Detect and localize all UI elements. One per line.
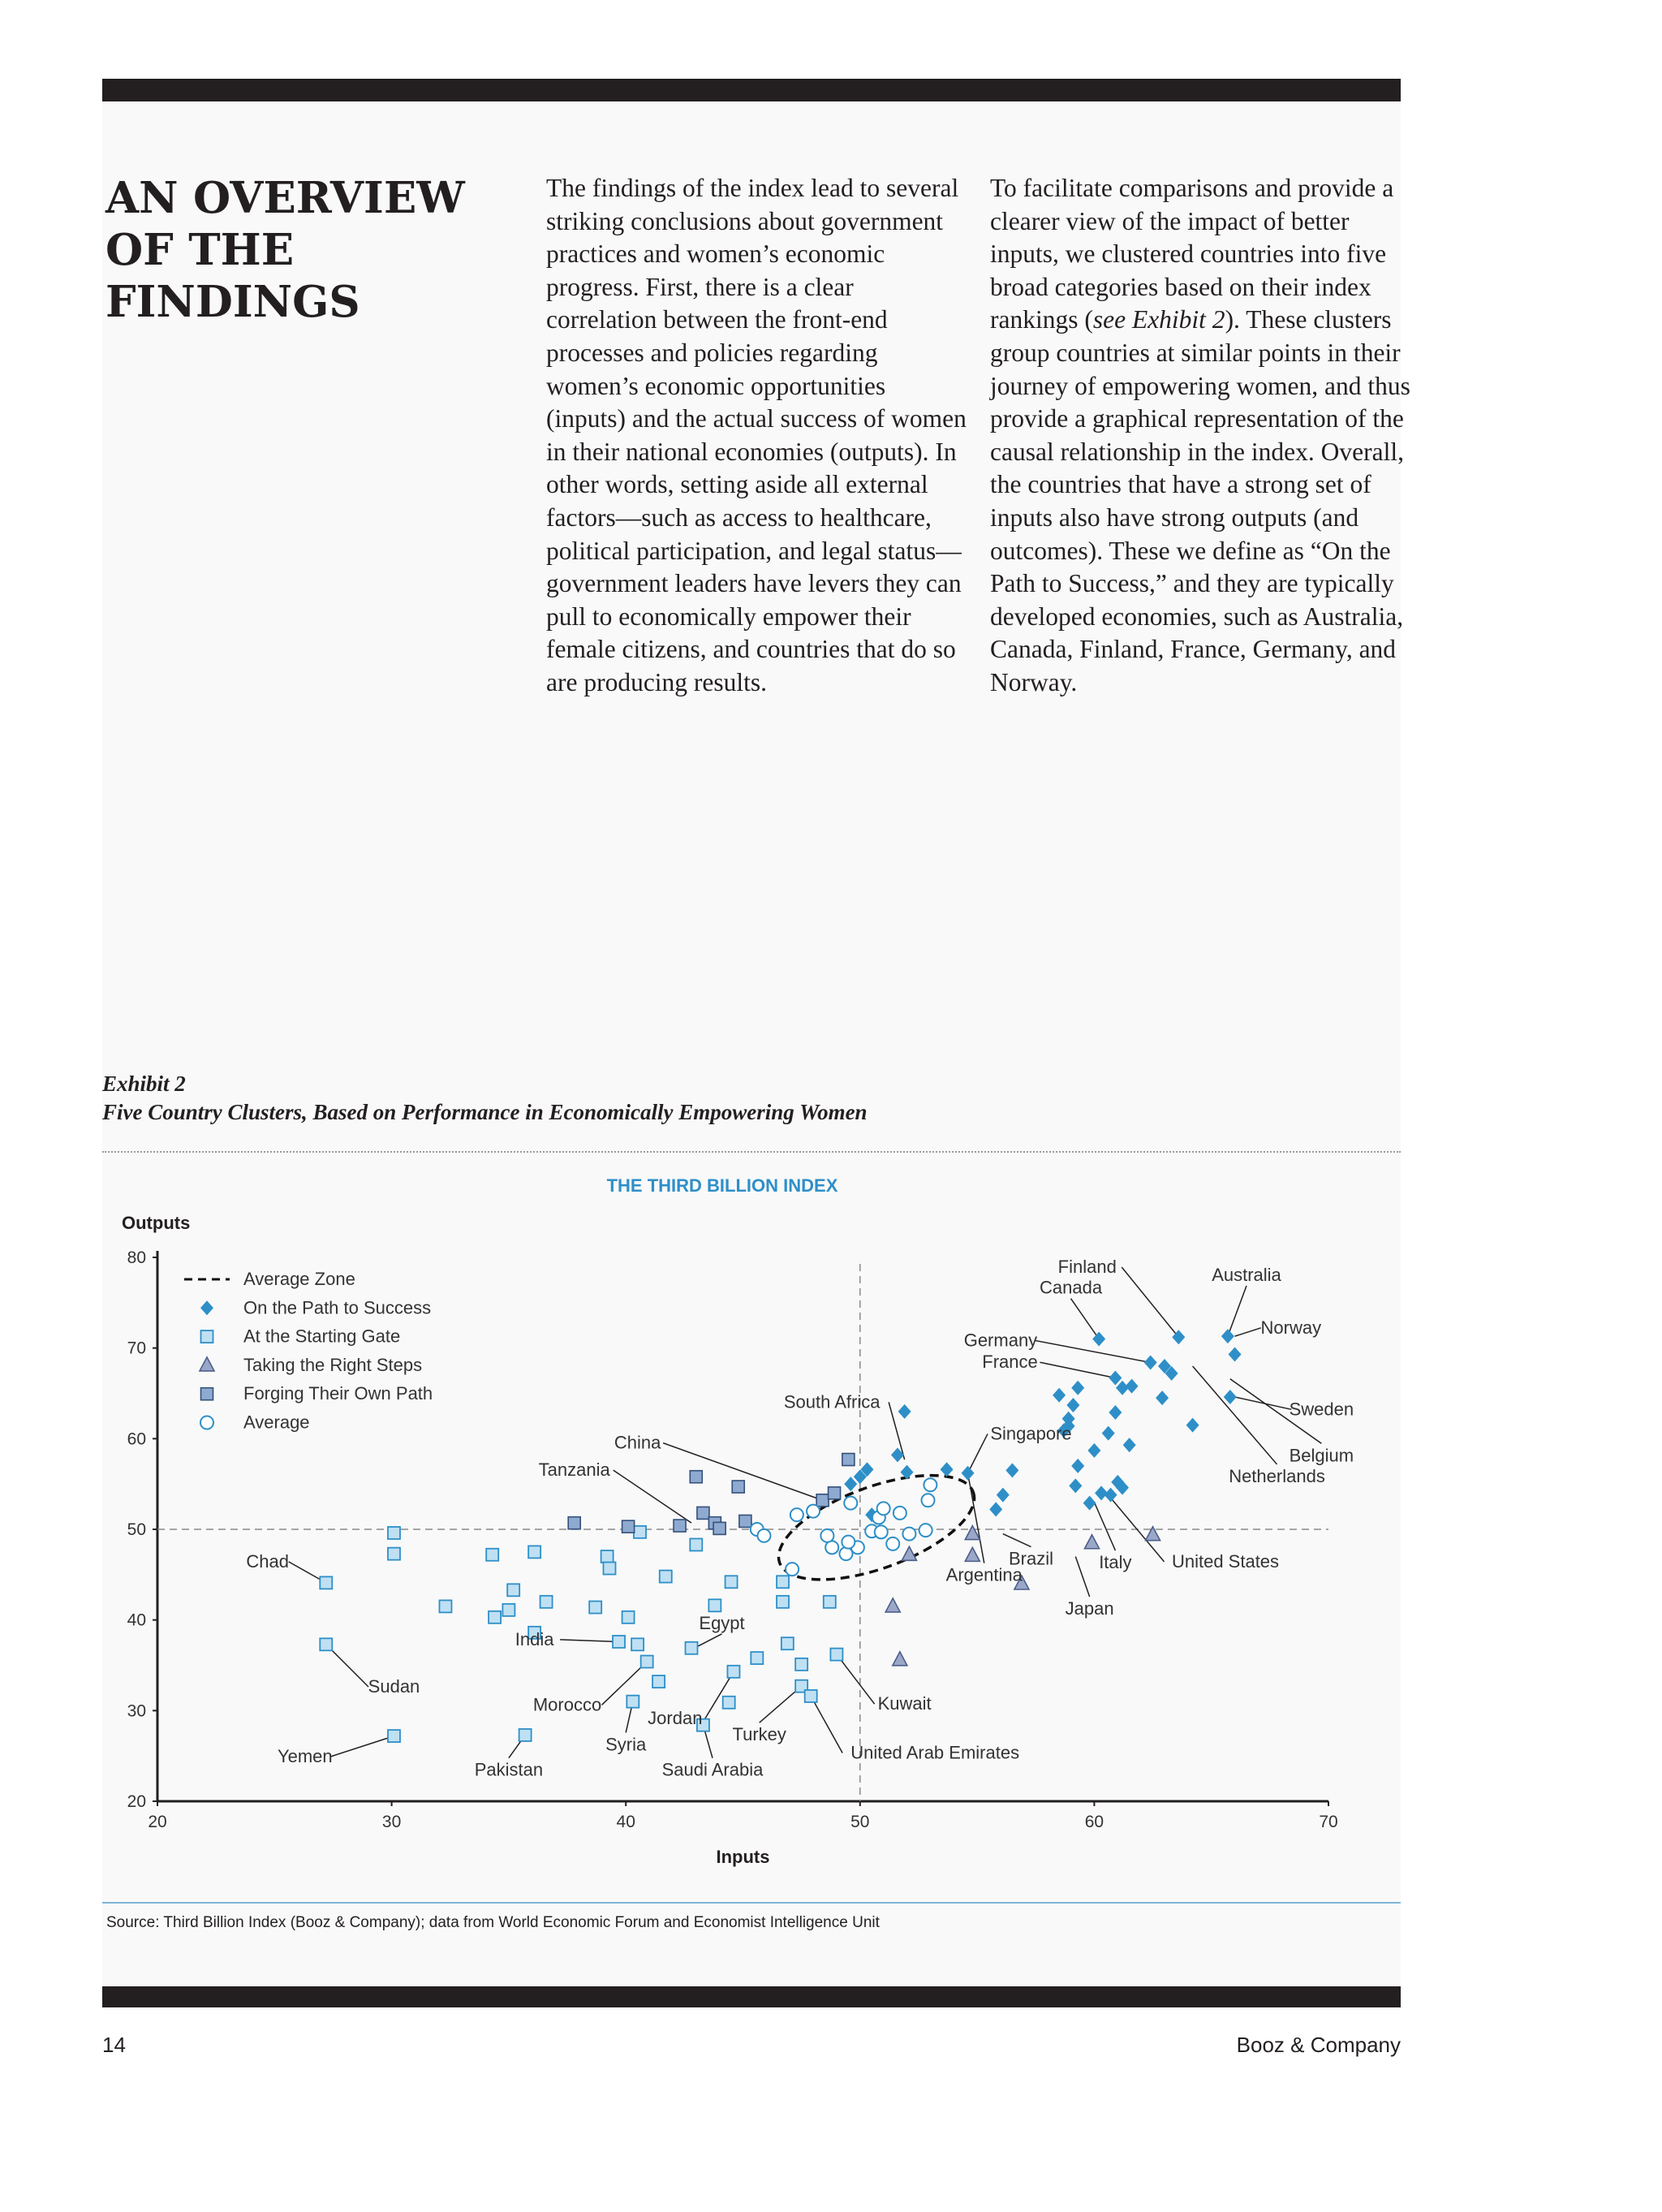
- point-starting: [751, 1652, 763, 1664]
- legend-label: Average Zone: [243, 1269, 355, 1289]
- country-label: Norway: [1260, 1317, 1322, 1338]
- country-label: China: [614, 1432, 661, 1453]
- point-forging: [713, 1522, 726, 1534]
- exhibit-reference: see Exhibit 2: [1092, 305, 1225, 334]
- y-tick-label: 40: [127, 1610, 146, 1630]
- point-success: [1071, 1381, 1084, 1395]
- country-label: Canada: [1040, 1277, 1103, 1298]
- point-starting: [641, 1656, 653, 1668]
- point-starting: [622, 1611, 635, 1623]
- label-leader-line: [1193, 1366, 1277, 1464]
- x-tick-label: 50: [850, 1813, 870, 1831]
- point-starting: [652, 1675, 665, 1688]
- country-label: Tanzania: [538, 1460, 610, 1481]
- point-average: [786, 1563, 799, 1576]
- point-starting: [388, 1527, 400, 1539]
- country-label: Saudi Arabia: [661, 1759, 764, 1780]
- point-starting: [388, 1730, 400, 1742]
- country-label: Morocco: [532, 1694, 602, 1715]
- point-forging: [697, 1507, 709, 1519]
- point-starting: [388, 1548, 400, 1560]
- country-label: Netherlands: [1229, 1465, 1325, 1486]
- point-average: [893, 1507, 906, 1520]
- legend-label: Average: [243, 1412, 310, 1433]
- point-starting: [690, 1538, 702, 1550]
- point-success: [1071, 1459, 1084, 1473]
- x-tick-label: 20: [148, 1813, 167, 1831]
- point-starting: [723, 1697, 735, 1709]
- y-tick-label: 30: [127, 1701, 146, 1721]
- country-label: Syria: [605, 1734, 647, 1755]
- country-label: India: [515, 1628, 554, 1649]
- label-leader-line: [1040, 1362, 1116, 1378]
- point-average: [839, 1547, 852, 1560]
- footer-brand: Booz & Company: [1236, 2033, 1401, 2057]
- country-label: Yemen: [277, 1745, 333, 1766]
- point-success: [1053, 1388, 1066, 1403]
- point-starting: [320, 1576, 332, 1589]
- point-starting: [824, 1596, 836, 1608]
- point-average: [807, 1505, 820, 1518]
- label-leader-line: [1035, 1340, 1150, 1362]
- exhibit-title: Five Country Clusters, Based on Performance in Economically Empowering Women: [102, 1100, 868, 1124]
- point-success: [1186, 1418, 1199, 1433]
- point-average: [877, 1502, 890, 1515]
- point-starting: [589, 1602, 601, 1614]
- country-label: Chad: [246, 1550, 289, 1572]
- point-taking: [965, 1547, 980, 1561]
- point-average: [902, 1528, 915, 1541]
- point-success: [1092, 1332, 1105, 1347]
- label-leader-line: [560, 1640, 618, 1642]
- point-forging: [568, 1517, 580, 1529]
- point-forging: [739, 1515, 751, 1527]
- legend-swatch-average: [200, 1416, 213, 1429]
- legend-label: On the Path to Success: [243, 1297, 432, 1318]
- point-starting: [502, 1604, 515, 1616]
- y-tick-label: 80: [127, 1248, 146, 1267]
- point-starting: [507, 1584, 519, 1596]
- country-label: Belgium: [1289, 1445, 1354, 1466]
- label-leader-line: [968, 1434, 988, 1473]
- point-success: [1126, 1379, 1139, 1394]
- point-success: [1104, 1488, 1117, 1503]
- label-leader-line: [330, 1736, 394, 1757]
- y-tick-label: 60: [127, 1429, 146, 1449]
- label-leader-line: [1104, 1490, 1165, 1562]
- point-success: [1109, 1405, 1122, 1420]
- country-label: South Africa: [783, 1391, 881, 1412]
- point-success: [1123, 1438, 1136, 1452]
- country-label: Australia: [1212, 1265, 1281, 1286]
- y-tick-label: 20: [127, 1792, 146, 1811]
- point-starting: [603, 1563, 615, 1575]
- point-success: [1144, 1356, 1157, 1370]
- point-success: [941, 1462, 954, 1477]
- country-label: Kuwait: [877, 1693, 932, 1714]
- label-leader-line: [811, 1696, 842, 1753]
- bottom-rule: [102, 1986, 1401, 2007]
- legend-swatch-forging: [201, 1388, 213, 1400]
- x-tick-label: 70: [1319, 1813, 1338, 1831]
- point-starting: [634, 1526, 646, 1538]
- point-success: [989, 1502, 1002, 1516]
- point-forging: [816, 1494, 829, 1507]
- point-starting: [805, 1690, 817, 1702]
- point-starting: [795, 1658, 807, 1671]
- label-leader-line: [1235, 1328, 1261, 1336]
- legend-label: Taking the Right Steps: [243, 1354, 423, 1375]
- country-label: Turkey: [732, 1724, 786, 1745]
- point-success: [1005, 1463, 1018, 1477]
- point-starting: [686, 1642, 698, 1654]
- page-number: 14: [102, 2033, 126, 2057]
- country-label: Brazil: [1008, 1548, 1053, 1569]
- country-label: Argentina: [945, 1564, 1023, 1585]
- point-average: [820, 1529, 833, 1542]
- country-label: Sweden: [1289, 1399, 1354, 1420]
- point-average: [842, 1536, 855, 1549]
- point-success: [1087, 1443, 1100, 1458]
- point-taking: [1085, 1535, 1100, 1549]
- point-average: [924, 1478, 936, 1491]
- label-leader-line: [837, 1654, 875, 1704]
- chart-title: THE THIRD BILLION INDEX: [606, 1175, 838, 1196]
- country-label: Pakistan: [474, 1759, 544, 1780]
- point-starting: [486, 1549, 498, 1561]
- label-leader-line: [705, 1671, 734, 1718]
- point-success: [1109, 1371, 1122, 1386]
- point-starting: [528, 1546, 540, 1558]
- y-axis-title: Outputs: [122, 1213, 191, 1233]
- point-forging: [674, 1520, 686, 1532]
- point-success: [1221, 1329, 1234, 1343]
- point-starting: [781, 1637, 794, 1649]
- point-starting: [439, 1600, 451, 1612]
- column1-text: The findings of the index lead to several striking conclusions about government practices and women’s economic progress. First, there is a clear correlation between the front-end processes and policies regarding women’s economic opportunities (inputs) and the actual success of women in their national economies (outputs). In other words, setting aside all external factors—such as access to healthcare, political participation, and legal status—government leaders have levers they can pull to economically empower their female citizens, and countries that do so are producing results.: [546, 174, 967, 696]
- point-average: [757, 1529, 770, 1542]
- legend-swatch-starting: [201, 1330, 213, 1343]
- y-tick-label: 70: [127, 1339, 146, 1358]
- point-average: [921, 1494, 934, 1507]
- point-forging: [829, 1487, 841, 1499]
- label-leader-line: [968, 1473, 984, 1563]
- label-leader-line: [1228, 1286, 1246, 1336]
- point-success: [1229, 1347, 1242, 1361]
- point-average: [844, 1497, 857, 1510]
- point-success: [997, 1488, 1010, 1503]
- point-average: [790, 1508, 803, 1521]
- legend-swatch-taking: [200, 1357, 214, 1371]
- country-label: France: [982, 1352, 1038, 1373]
- x-axis-title: Inputs: [716, 1847, 770, 1867]
- point-average: [886, 1537, 899, 1550]
- source-note: Source: Third Billion Index (Booz & Company); data from World Economic Forum and Economist Intelligence Unit: [106, 1914, 880, 1931]
- point-success: [1083, 1496, 1096, 1511]
- column2-text-b: ). These clusters group countries at similar points in their journey of empowering women, and thus provide a graphical representation of the causal relationship in the index. Overall, the countries that have a strong set of inputs also have strong outputs (and outcomes). These we define as “On the Path to Success,” and they are typically developed economies, such as Australia, Canada, Finland, France, Germany, and Norway.: [990, 305, 1410, 696]
- y-tick-label: 50: [127, 1520, 146, 1539]
- legend-label: At the Starting Gate: [243, 1326, 401, 1347]
- point-success: [1156, 1391, 1169, 1405]
- point-forging: [732, 1481, 744, 1493]
- point-starting: [519, 1729, 532, 1741]
- point-starting: [726, 1576, 738, 1588]
- point-starting: [830, 1649, 842, 1661]
- point-starting: [777, 1596, 789, 1608]
- country-label: United Arab Emirates: [850, 1742, 1020, 1763]
- point-starting: [626, 1696, 639, 1708]
- point-success: [898, 1404, 911, 1419]
- point-starting: [489, 1611, 501, 1623]
- label-leader-line: [614, 1470, 691, 1523]
- point-taking: [902, 1546, 916, 1560]
- point-success: [962, 1466, 975, 1481]
- point-average: [875, 1525, 888, 1538]
- point-starting: [601, 1550, 614, 1563]
- page-title: AN OVERVIEW OF THE FINDINGS: [105, 173, 465, 327]
- point-success: [1224, 1390, 1237, 1404]
- point-starting: [540, 1596, 553, 1608]
- column2-text-a: To facilitate comparisons and provide a clearer view of the impact of better inputs, we clustered countries into five broad categories based on their index rankings (: [990, 174, 1394, 334]
- x-tick-label: 40: [616, 1813, 635, 1831]
- exhibit-number: Exhibit 2: [102, 1072, 186, 1096]
- country-label: Finland: [1057, 1256, 1117, 1277]
- point-starting: [613, 1636, 625, 1648]
- point-starting: [631, 1638, 644, 1650]
- point-forging: [622, 1520, 635, 1533]
- point-success: [1069, 1478, 1082, 1493]
- country-label: Italy: [1099, 1552, 1132, 1573]
- point-success: [844, 1477, 857, 1491]
- label-leader-line: [1071, 1299, 1100, 1339]
- label-leader-line: [1003, 1534, 1031, 1547]
- label-leader-line: [1075, 1557, 1089, 1597]
- point-starting: [727, 1666, 739, 1678]
- point-starting: [660, 1571, 672, 1583]
- x-tick-label: 30: [381, 1813, 402, 1831]
- country-label: Germany: [963, 1330, 1038, 1351]
- point-starting: [708, 1599, 721, 1611]
- label-leader-line: [696, 1634, 722, 1647]
- country-label: Jordan: [648, 1708, 703, 1729]
- country-label: Singapore: [990, 1423, 1072, 1444]
- country-label: United States: [1171, 1550, 1280, 1572]
- source-rule: [102, 1902, 1401, 1904]
- label-leader-line: [1235, 1397, 1292, 1409]
- x-tick-label: 60: [1084, 1813, 1104, 1831]
- point-taking: [885, 1598, 900, 1612]
- point-starting: [777, 1576, 789, 1588]
- country-label: Sudan: [368, 1676, 420, 1697]
- label-leader-line: [1122, 1267, 1178, 1337]
- point-forging: [690, 1471, 702, 1483]
- legend-swatch-success: [200, 1300, 213, 1315]
- country-label: Japan: [1065, 1598, 1114, 1619]
- point-starting: [320, 1638, 332, 1650]
- country-label: Egypt: [699, 1612, 745, 1633]
- label-leader-line: [1094, 1503, 1115, 1551]
- point-success: [1102, 1426, 1115, 1441]
- point-forging: [842, 1454, 855, 1466]
- point-average: [919, 1524, 932, 1537]
- point-taking: [893, 1652, 907, 1666]
- point-success: [1066, 1398, 1079, 1412]
- legend-label: Forging Their Own Path: [243, 1383, 433, 1404]
